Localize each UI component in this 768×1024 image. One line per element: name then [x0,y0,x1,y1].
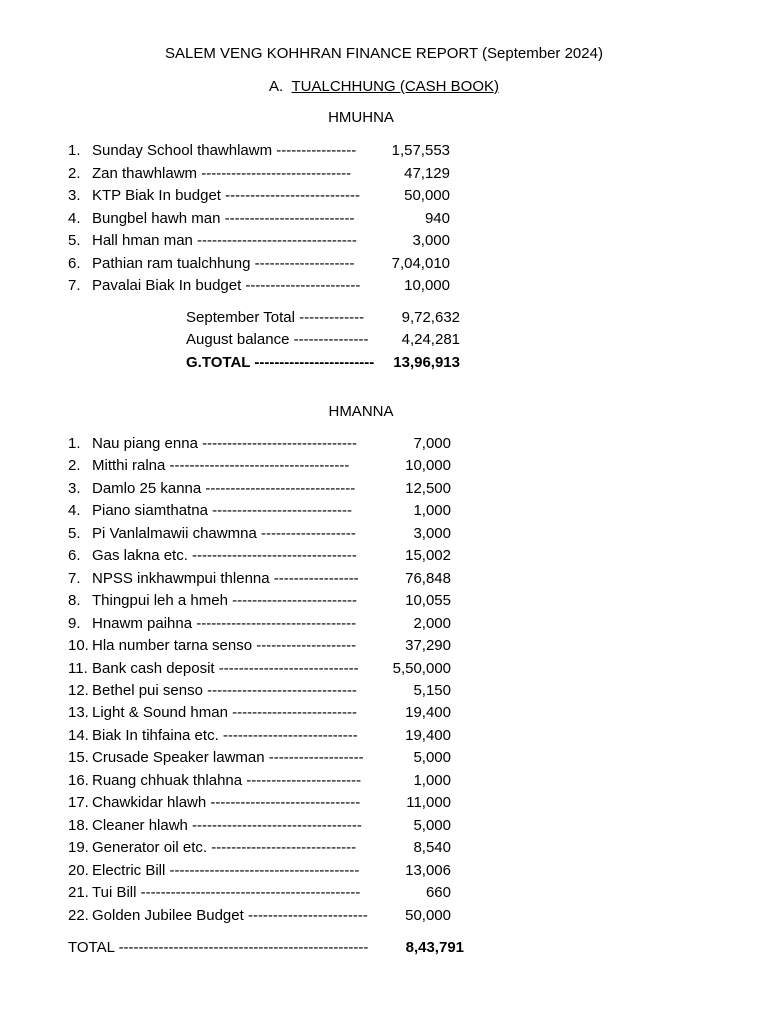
expense-total-label: TOTAL -------------------------------------------------- [68,939,369,956]
summary-label: September Total ------------- [186,309,365,326]
expense-item-number: 10. [68,637,89,654]
income-item-number: 3. [68,187,81,204]
expense-item-label: Piano siamthatna ---------------------------- [92,502,352,520]
expense-item-label: Bethel pui senso ------------------------------ [92,682,357,699]
expense-item-number: 11. [68,659,88,677]
expense-item-amount: 5,150 [413,682,451,699]
expense-item-amount: 660 [425,884,451,901]
expense-item-number: 12. [68,682,89,699]
summary-label: G.TOTAL ------------------------ [186,354,375,371]
expense-item-number: 8. [68,592,81,610]
expense-item-number: 6. [68,547,81,565]
expense-item-number: 20. [68,861,89,879]
expense-item-amount: 5,000 [413,816,451,834]
expense-item-label: Nau piang enna ------------------------------- [92,435,357,452]
summary-amount: 13,96,913 [393,354,460,371]
expense-item-label: Chawkidar hlawh ------------------------------ [92,794,361,812]
expense-item-number: 4. [68,502,81,520]
expense-item-amount: 12,500 [405,479,451,497]
income-item-amount: 3,000 [412,232,450,249]
expense-item-label: Cleaner hlawh ---------------------------------- [92,816,362,834]
expense-item-label: Mitthi ralna ------------------------------------ [92,457,350,475]
expense-item-amount: 10,055 [405,592,451,610]
income-item-amount: 7,04,010 [391,254,450,272]
expense-item-amount: 19,400 [405,726,451,744]
expense-item-label: Damlo 25 kanna ------------------------------ [92,479,356,497]
expense-item-label: Tui Bill -------------------------------------------- [92,884,361,901]
expense-item-number: 2. [68,457,81,475]
expense-item-amount: 37,290 [405,637,451,654]
income-item-amount: 10,000 [404,277,450,294]
expense-item-label: Generator oil etc. ----------------------------- [92,839,357,857]
income-item-label: Pavalai Biak In budget ----------------------- [92,277,361,294]
expense-item-label: NPSS inkhawmpui thlenna ----------------- [92,569,359,587]
expense-item-amount: 1,000 [413,771,451,789]
income-item-label: Bungbel hawh man -------------------------- [92,209,355,227]
expense-item-amount: 11,000 [406,794,451,812]
income-item-number: 6. [68,254,81,272]
income-item-number: 7. [68,277,81,294]
expense-item-label: Gas lakna etc. --------------------------------- [92,547,357,565]
income-item-amount: 940 [424,209,450,227]
summary-amount: 9,72,632 [401,309,460,326]
expense-item-number: 14. [68,726,89,744]
expense-item-number: 16. [68,771,89,789]
income-item-amount: 1,57,553 [391,142,450,159]
expense-item-amount: 2,000 [413,614,451,632]
expense-item-label: Biak In tihfaina etc. --------------------------- [92,726,358,744]
income-item-number: 1. [68,142,81,159]
income-heading: HMUHNA [328,109,394,126]
expense-item-amount: 1,000 [413,502,451,520]
expense-item-number: 3. [68,479,81,497]
section-a-marker: A. [268,78,284,95]
expense-item-amount: 19,400 [405,704,451,722]
income-item-label: Hall hman man -------------------------------- [92,232,357,249]
income-item-label: KTP Biak In budget --------------------------- [92,187,361,204]
expense-item-amount: 50,000 [405,906,451,924]
expense-item-label: Thingpui leh a hmeh ------------------------- [92,592,357,610]
expense-heading: HMANNA [328,403,394,420]
expense-item-amount: 3,000 [413,524,451,542]
income-item-amount: 47,129 [404,164,450,182]
section-a-label: TUALCHHUNG (CASH BOOK) [291,78,500,95]
expense-item-label: Electric Bill -------------------------------------- [92,861,360,879]
income-item-number: 2. [68,164,81,182]
income-item-label: Zan thawhlawm ------------------------------ [92,164,352,182]
expense-total-amount: 8,43,791 [405,939,464,956]
expense-item-amount: 15,002 [405,547,451,565]
expense-item-label: Light & Sound hman ------------------------- [92,704,357,722]
expense-item-number: 18. [68,816,89,834]
summary-amount: 4,24,281 [401,331,460,348]
expense-item-number: 17. [68,794,89,812]
income-item-amount: 50,000 [404,187,450,204]
expense-item-label: Bank cash deposit ---------------------------- [92,659,359,677]
expense-item-amount: 10,000 [405,457,451,475]
expense-item-number: 7. [68,569,81,587]
income-item-number: 4. [68,209,81,227]
expense-item-amount: 76,848 [405,569,451,587]
expense-item-number: 9. [68,614,81,632]
expense-item-number: 21. [68,884,89,901]
expense-item-amount: 5,50,000 [392,659,451,677]
section-a-title [0,77,768,97]
expense-item-label: Pi Vanlalmawii chawmna ------------------- [92,524,356,542]
summary-label: August balance --------------- [186,331,369,348]
expense-item-number: 1. [68,435,81,452]
expense-item-number: 15. [68,749,89,767]
expense-item-number: 13. [68,704,89,722]
income-item-label: Pathian ram tualchhung -------------------- [92,254,355,272]
expense-item-label: Hnawm paihna -------------------------------- [92,614,357,632]
income-item-number: 5. [68,232,81,249]
expense-item-number: 5. [68,524,81,542]
expense-item-label: Hla number tarna senso -------------------- [92,637,357,654]
expense-item-amount: 7,000 [413,435,451,452]
expense-item-amount: 13,006 [405,861,451,879]
expense-item-number: 19. [68,839,89,857]
expense-item-amount: 8,540 [413,839,451,857]
income-item-label: Sunday School thawhlawm ---------------- [92,142,357,159]
report-title: SALEM VENG KOHHRAN FINANCE REPORT (September 2024) [165,45,603,62]
expense-item-label: Golden Jubilee Budget ------------------------ [92,906,368,924]
expense-item-label: Ruang chhuak thlahna ----------------------- [92,771,362,789]
expense-item-amount: 5,000 [413,749,451,767]
expense-item-label: Crusade Speaker lawman ------------------- [92,749,364,767]
expense-item-number: 22. [68,906,89,924]
